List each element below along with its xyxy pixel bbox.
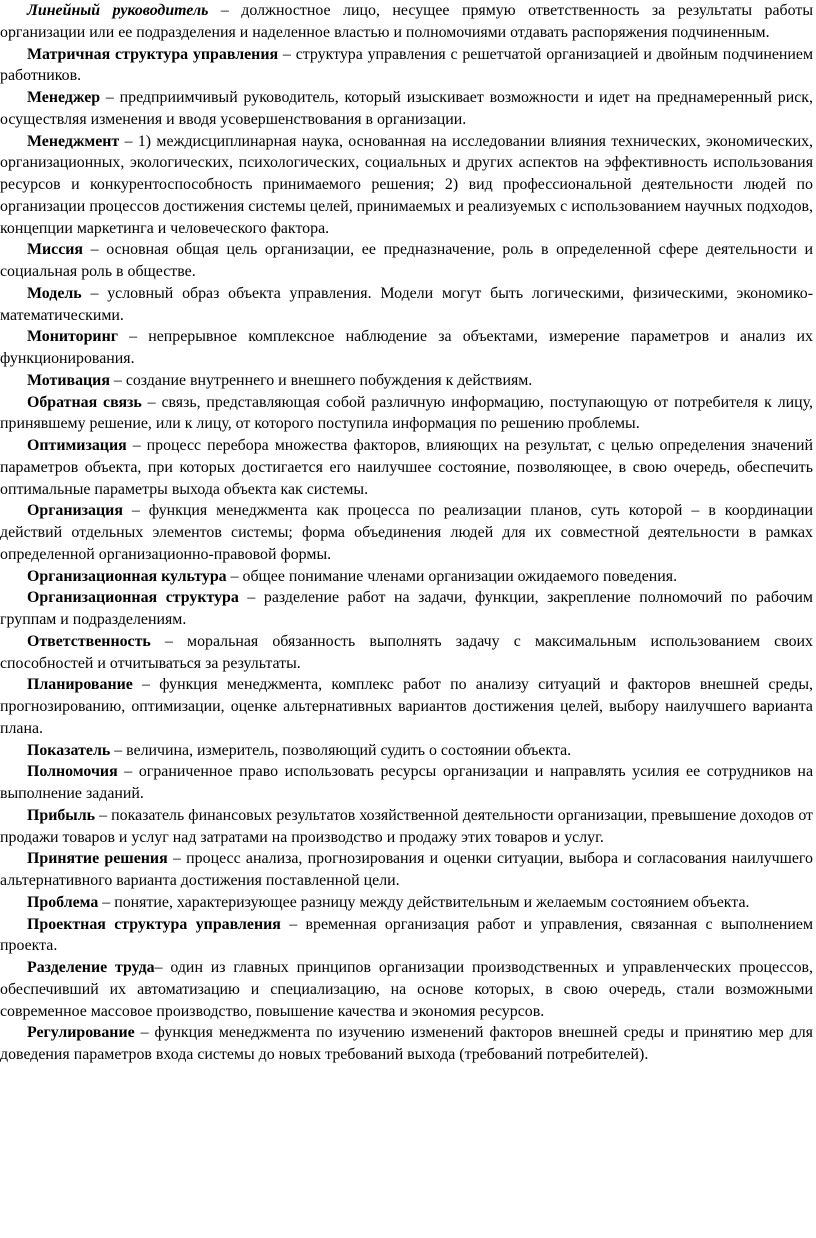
entry-definition: – функция менеджмента по изучению изменений факторов внешней среды и принятию мер для доведения параметров входа системы до новых требований выхода (требований потребителей). <box>0 1024 813 1063</box>
entry-term: Обратная связь <box>27 393 142 411</box>
entry-definition: – структура управления с решетчатой организацией и двойным подчинением работников. <box>0 45 813 85</box>
entry-definition: – разделение работ на задачи, функции, закрепление полномочий по рабочим группам и подразделениям. <box>0 589 813 628</box>
glossary-entry <box>0 0 813 44</box>
glossary-entry <box>0 740 813 762</box>
entry-definition: – функция менеджмента как процесса по реализации планов, суть которой – в координации действий отдельных элементов системы; форма объединения людей для их совместной деятельности в рамках определенной организационно-правовой формы. <box>0 502 813 563</box>
glossary-entry <box>0 892 813 914</box>
glossary-entry <box>0 674 813 739</box>
glossary-entry <box>0 370 813 392</box>
glossary-entry <box>0 587 813 631</box>
entry-definition: – показатель финансовых результатов хозяйственной деятельности организации, превышение доходов от продажи товаров и услуг над затратами на производство и продажу этих товаров и услуг. <box>0 806 813 846</box>
glossary-entry <box>0 631 813 675</box>
entry-definition: – непрерывное комплексное наблюдение за объектами, измерение параметров и анализ их функционирования. <box>0 328 813 367</box>
entry-term: Миссия <box>27 241 84 259</box>
entry-definition: – связь, представляющая собой различную информацию, поступающую от потребителя к лицу, принявшему решение, или к лицу, от которого поступила информация по решению проблемы. <box>0 393 813 433</box>
entry-term: Принятие решения <box>27 850 168 868</box>
entry-term: Мониторинг <box>27 328 118 346</box>
glossary-entry <box>0 566 813 588</box>
entry-term: Менеджер <box>27 89 101 106</box>
glossary-entry <box>0 805 813 849</box>
glossary-entry <box>0 1022 813 1066</box>
entry-definition: – основная общая цель организации, ее предназначение, роль в определенной сфере деятельности и социальная роль в обществе. <box>0 241 813 280</box>
glossary-entry <box>0 848 813 892</box>
glossary-entry <box>0 283 813 327</box>
entry-definition: – ограниченное право использовать ресурсы организации и направлять усилия ее сотрудников на выполнение заданий. <box>0 763 813 802</box>
entry-term: Показатель <box>27 741 111 759</box>
glossary-entry <box>0 44 813 88</box>
entry-term: Модель <box>27 284 82 302</box>
entry-term: Планирование <box>27 676 133 694</box>
glossary-entry <box>0 131 813 240</box>
entry-term: Проектная структура управления <box>27 915 281 933</box>
glossary-entry <box>0 392 813 436</box>
glossary-entry <box>0 326 813 370</box>
entry-definition: – один из главных принципов организации производственных и управленческих процессов, обеспечивший их автоматизацию и специализацию, на основе которых, в свою очередь, стали возможными современное массовое производство, повышение качества и экономия ресурсов. <box>0 959 813 1020</box>
entry-term: Ответственность <box>27 632 151 650</box>
glossary-entry <box>0 914 813 958</box>
glossary-entry <box>0 87 813 131</box>
entry-term: Организация <box>27 502 123 520</box>
entry-term: Оптимизация <box>27 437 127 454</box>
glossary-entry <box>0 761 813 805</box>
entry-definition: – процесс перебора множества факторов, влияющих на результат, с целью определения значений параметров объекта, при которых достигается его наилучшее состояние, позволяющее, в свою очередь, обеспечить оптимальные параметры выхода объекта как системы. <box>0 437 813 498</box>
entry-term: Прибыль <box>27 806 96 824</box>
entry-definition: – предприимчивый руководитель, который изыскивает возможности и идет на преднамеренный риск, осуществляя изменения и вводя усовершенствования в организации. <box>0 89 813 128</box>
entry-term: Матричная структура управления <box>27 45 279 63</box>
entry-term: Менеджмент <box>27 132 120 150</box>
entry-definition: – понятие, характеризующее разницу между действительным и желаемым состоянием объекта. <box>98 893 750 911</box>
glossary-entry <box>0 957 813 1022</box>
entry-definition: – условный образ объекта управления. Модели могут быть логическими, физическими, экономико-математическими. <box>0 284 813 324</box>
entry-definition: – должностное лицо, несущее прямую ответственность за результаты работы организации или ее подразделения и наделенное властью и полномочиями отдавать распоряжения подчиненным. <box>0 2 814 41</box>
entry-definition: – общее понимание членами организации ожидаемого поведения. <box>226 567 678 585</box>
entry-definition: – процесс анализа, прогнозирования и оценки ситуации, выбора и согласования наилучшего альтернативного варианта достижения поставленной цели. <box>0 850 813 889</box>
entry-term: Полномочия <box>27 763 118 781</box>
entry-term: Организационная культура <box>27 567 227 585</box>
entry-term: Линейный руководитель <box>27 2 209 19</box>
entry-definition: – создание внутреннего и внешнего побуждения к действиям. <box>109 371 533 389</box>
entry-term: Разделение труда <box>27 959 155 976</box>
entry-term: Организационная структура <box>27 589 239 607</box>
entry-definition: – временная организация работ и управления, связанная с выполнением проекта. <box>0 915 813 955</box>
entry-definition: – функция менеджмента, комплекс работ по анализу ситуаций и факторов внешней среды, прогнозированию, оптимизации, оценке альтернативных вариантов достижения целей, выбору наилучшего варианта плана. <box>0 676 813 737</box>
glossary-entry <box>0 500 813 565</box>
glossary-entry <box>0 239 813 283</box>
entry-term: Мотивация <box>27 371 110 389</box>
entry-definition: – 1) междисциплинарная наука, основанная на исследовании влияния технических, экономических, организационных, экологических, психологических, социальных и других аспектов на эффективность использования ресурсов и конкурентоспособность принимаемого решения; 2) вид профессиональной деятельности людей по организации процессов достижения системы целей, принимаемых и реализуемых с использованием научных подходов, концепции маркетинга и человеческого фактора. <box>0 132 813 237</box>
entry-definition: – моральная обязанность выполнять задачу с максимальным использованием своих способностей и отчитываться за результаты. <box>0 632 813 672</box>
glossary-entry <box>0 435 813 500</box>
entry-term: Регулирование <box>27 1024 135 1042</box>
entry-term: Проблема <box>27 893 99 911</box>
entry-definition: – величина, измеритель, позволяющий судить о состоянии объекта. <box>110 741 572 759</box>
